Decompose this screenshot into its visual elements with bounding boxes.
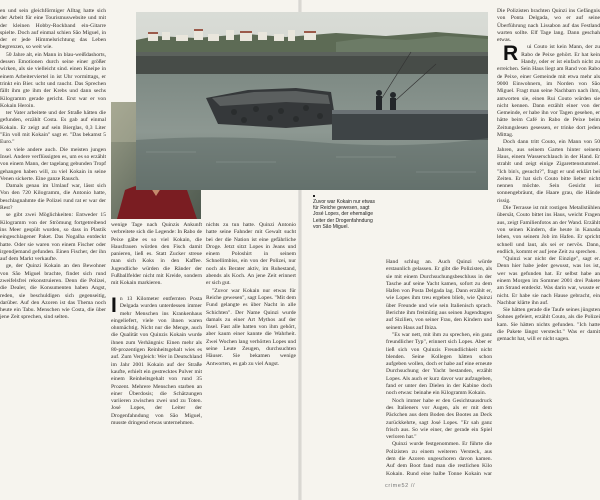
- paragraph: Sie hätten gerade die Taufe seines jüngsten Sohnes gefeiert, erzählt Couto, als die Polizei kam. Sie hätten nichts gefunden. "Ich hatte die Pakete längst versteckt." Was er damit gemacht hat, will er nicht sagen.: [497, 307, 600, 343]
- page-folio: crime52 //: [385, 483, 416, 489]
- paragraph: "Quinzi war nicht der Einzige", sagt er. Denn hier habe jeder gewusst, was los ist, wer was gefunden hat. Er selbst habe an einem Morgen im Sommer 2001 drei Pakete am Strand entdeckt. Was darin war, wusste er nicht. Er habe sie nach Hause gebracht, ein Nachbar klärte ihn auf.: [497, 256, 600, 306]
- paragraph: Die Polizisten brachten Quinzi ins Gefängnis von Ponta Delgada, wo er auf seine Überführung nach Lissabon auf das Festland warten sollte. Elf Tage lang. Dann geschah etwas.: [497, 8, 600, 44]
- article-column-6: [497, 8, 600, 494]
- paragraph: 50 Jahre alt, ein Mann in blau-weißdashorts, dessen Emotionen durch seine einer größer wirken, als sie vielleicht sind. einen Kneipe in einem Arbeiterviertel in ist Uhr vormittags, er trinkt ein Bier. ucht und raucht. Das Sprechen fällt ihm gte ihm der Krebs und dann sechs Kilogramm gerade gericht. Erst war er von Kokain Heroin.: [0, 51, 106, 109]
- article-column-5: [386, 259, 492, 475]
- paragraph-with-dropcap: In 13 Kilometer entfernten Posta Delgada wurden unterdessen immer mehr Menschen ins Krankenhaus eingeliefert, viele von ihnen waren ohnmächtig. Nicht nur die Menge, auch die Qualität von Quinzis Kokain wurde ihnen zum Verhängnis: Einen mehr als 80-prozentigen Reinheitsgehalt wies es auf. Zum Vergleich: Wer in Deutschland im Jahr 2001 Kokain auf der Straße kaufte, erhielt ein gestrecktes Pulver mit einem Reinheitsgehalt von rund 35 Prozent. Mehrere Menschen starben an einer Überdosis; die Schätzungen variieren zwischen zwei und zu Toten. José Lopes, der Leiter der Drogenfahndung von São Miguel, musste dringend etwas unternehmen.: [111, 296, 202, 427]
- caption-marker: [313, 195, 315, 197]
- article-column-2: [111, 222, 202, 292]
- paragraph: Doch dann tritt Couto, ein Mann von 50 Jahren, aus seinem Garten hinter seinem Haus, einem Wasserschlauch in der Hand. Er strahlt und zeigt einige Zigarettenstummel. "Ich bin's, gesucht?", fragt er und erklärt bei Zeiten. Er hat sich Couto bitte lieber nicht nennen möchte. Sein Gesicht ist sonnengebräunt, die Haare grau, die Hände rissig.: [497, 139, 600, 204]
- article-column-3: [111, 296, 202, 494]
- paragraph: Die Terrasse ist mit rostigen Metallstühlen übersät, Couto bittet ins Haus, weicht Fragen aus, zeigt Familienfotos an der Wand. Erzählt von seinen Kindern, die heute in Kanada leben, von seinem Job im Hafen. Er spricht schnell und laut, als sei er nervös. Dann, endlich, kommt er auf jene Zeit zu sprechen.: [497, 205, 600, 255]
- harbour-photo: [136, 12, 488, 190]
- paragraph: Hand schlug an. Auch Quinzi würde erstaunlich gelassen. Er gibt die Polizisten, als sie mit einem Durchsuchungsbeschluss in der Tasche auf seine Yacht kamen, sofort zu dem Hafen von Posta Delgada lag. Dann erzählt er, wie Lopes ihm treu ergeben blieb, wie Quinzi über Freunde und wie sein Italienisch sprach. Berichte ihm freimütig aus seinen Jugendtagen auf Sizilien, von seiner Frau, den Kindern und seinem Haus auf Ibiza.: [386, 259, 492, 331]
- paragraph: "Es war nett, mit ihm zu sprechen, ein ganz freundlicher Typ", erinnert sich Lopes. Aber er ließ sich von Quinzis Freundlichkeit nicht blenden. Seine Kollegen hätten schon aufgeben wollen, doch er habe auf eine erneute Durchsuchung der Yacht bestanden, erzählt Lopes. Als auch er kurz davor war aufzugeben, fand er unter den Dielen in der Kabine doch noch etwas: beinahe ein Kilogramm Kokain.: [386, 331, 492, 397]
- drop-cap-I: I: [111, 296, 117, 317]
- paragraph: "Zuvor war Kokain nur etwas für Reiche gewesen", sagt Lopes. "Mit dem Fund gelangte es über Nacht in alle Schichten". Der Name Quinzi wurde damals zu einer Art Mythos auf der Insel. Fast alle hatten von ihm gehört, aber kaum einer kannte die Wahrheit. Zwei Wochen lang verhörten Lopes und seine Leute Zeugen, durchsuchten Häuser. Sie bekamen wenige Antworten, es gab zu viel Angst.: [206, 287, 296, 367]
- drop-cap-R: R: [503, 42, 519, 66]
- article-column-4: [206, 222, 296, 498]
- paragraph: wenige Tage nach Quinzis Ankunft verbreitete sich die Legende: In Rabo de Peixe gäbe es so viel Kokain, die Hausfrauen würden den Fisch damit panieren, ließ es. Statt Zucker streue man sich Koks in den Kaffee. Jugendliche würden die Ränder der Fußballfelder nicht mit Kreide, sondern mit Kokain markieren.: [111, 222, 202, 287]
- article-column-1: [0, 8, 106, 494]
- paragraph-with-dropcap: R ui Couto ist kein Mann, der zu Rabo de Peixe gehört. Er hat kein Handy, oder er ist einfach nicht zu erreichen. Sein Haus liegt am Rand von Rabo de Peixe, einer Gemeinde mit etwa mehr als 9000 Einwohnern, im Norden von São Miguel. Fragt man seine Nachbarn nach ihm, antworten sie, einen Rui Couto würden sie nicht kennen. Dann erzählt einer von der Gemeinde, er habe ihn vor Tagen gesehen, er hätte beim Café in Rabo de Peixe beim Zeitungslesen gesessen, er trinke dort jeden Mittag.: [497, 42, 600, 139]
- paragraph: nichts zu tun hatte. Quinzi Antonio hatte seine Fahnder mit Gewalt sucht bei der die Nation ist eine gefährliche Droge. Jetzt sitzt Lopes in Jeans und einem Poloshirt in seinem Schnellimbiss, ein von der Polizei, nur noch als Berater aktiv, im Ruhestand, abends als Koch. An jene Zeit erinnert er sich gut.: [206, 222, 296, 287]
- photo-caption: Zuvor war Kokain nur etwas für Reiche gewesen, sagt José Lopes, der ehemalige Leiter der Drogenfahndung von São Miguel.: [313, 199, 375, 230]
- paragraph: Noch immer habe er den Gesichtsausdruck des Italieners vor Augen, als er mit dem Päckchen aus dem Boden des Bootes an Deck zurückkehrte, sagt José Lopes. "Er sah ganz frisch aus. So wie einer, der gerade ein Spiel verloren hat.": [386, 397, 492, 441]
- paragraph: Damals genau im Umlauf war, lässt sich Von den 720 Kilogramm, die Antonio hatte, beschlagnahmte die Polizei rund rat er war der Rest?: [0, 183, 106, 212]
- paragraph: ter Vater arbeitete und der Straße hätten die gefunden, erzählt Costa. Es gab auf einmal Kokain. Er zeigt auf sein Bierglas, 0,3 Liter "Ein voll mit Kokain" sagt er. "Das bekamst 5 Euro.": [0, 110, 106, 146]
- paragraph: en und sein gleichförmiger Alltag hatte sich der Arbeit für eine Tourismuswebsite und mit der kleinen Hobby-Rockband ein-Gitarre spielte. Doch auf einmal schien São Miguel, in der er jede Himmelsrichtung das Leben begrenzen, so weit wie.: [0, 8, 106, 51]
- paragraph: se gibt zwei Möglichkeiten: Entweder 15 Kilogramm von der Strömung fortgetreibend ins Meer gespült wurden, so dass in Plastik eingeschlagener Paket. Das Nogalha entdeckt hatte. Oder sie waren von einem Fischer oder irgendjemand gefunden. Einen Fischer, der ihn auf dem Markt verkaufte.: [0, 212, 106, 263]
- paragraph: so viele andere auch. Die meisten jungen Insel. Andere verflüssigten es, um es so erzählt von einem Mann, der tagelang gebunden Tropf gehangen haben will, zu viel Kokain in seine Venen sickerte. Eine ganze Rausch.: [0, 146, 106, 182]
- paragraph: ge, der Quinzi Kokain an den Bewohner von São Miguel brachte, findet sich rund zweifelsfrei rekonstruieren. Denn die Polizei, die Dealer, die Konsumenten haben Angst, reden, sie beschuldigen sich gegenseitig, darüber. Auf den Azoren ist das Thema noch heute ein Tabu. Menschen wie Costa, die über jene Zeit sprechen, sind selten.: [0, 263, 106, 321]
- paragraph: Quinzi wurde festgenommen. Er führte die Polizisten zu einem weiteren Versteck, aus dem die Azoren ungeschoren davon kamen. Auf dem Boot fand man die restlichen Kilo Kokain. Rund eine halbe Tonne Kokain war: [386, 441, 492, 475]
